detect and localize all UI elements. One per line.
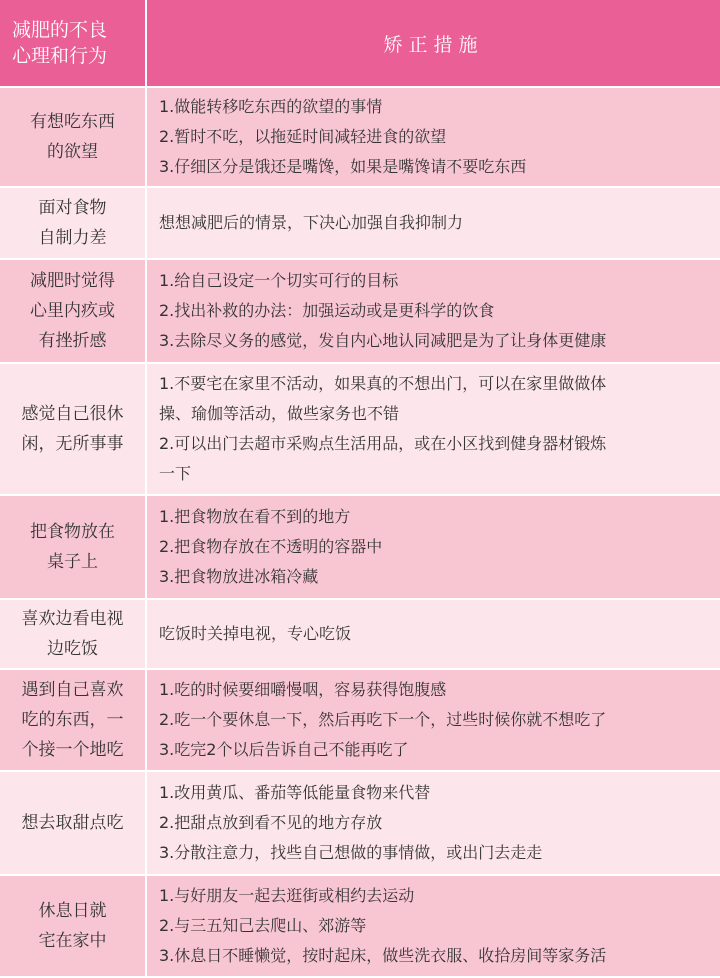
measures-cell	[147, 364, 720, 494]
table-row	[0, 86, 720, 186]
problem-text: 自制力差	[38, 228, 107, 248]
table-row	[0, 362, 720, 494]
measures-cell	[147, 88, 720, 186]
table-row	[0, 494, 720, 598]
header-measures: 矫正措施	[147, 0, 720, 86]
problem-text: 有想吃东西	[30, 112, 115, 132]
table-row	[0, 258, 720, 362]
problem-text: 闲，无所事事	[21, 434, 124, 454]
measure-text: 2.可以出门去超市采购点生活用品，或在小区找到健身器材锻炼	[159, 434, 607, 453]
header-problem	[0, 0, 147, 86]
problem-text: 宅在家中	[38, 931, 107, 951]
measure-text: 2.把甜点放到看不见的地方存放	[159, 813, 383, 832]
table-body	[0, 86, 720, 976]
measures-cell	[147, 496, 720, 598]
problem-text: 遇到自己喜欢	[21, 680, 124, 700]
problem-text: 有挫折感	[38, 331, 107, 351]
problem-cell	[0, 772, 147, 874]
problem-text: 的欲望	[47, 142, 98, 162]
measure-text: 1.把食物放在看不到的地方	[159, 507, 351, 526]
measures-cell	[147, 600, 720, 668]
header-problem-line2: 心理和行为	[12, 45, 108, 67]
measure-text: 3.仔细区分是饿还是嘴馋，如果是嘴馋请不要吃东西	[159, 157, 527, 176]
table-row	[0, 668, 720, 770]
measure-text: 3.分散注意力，找些自己想做的事情做，或出门去走走	[159, 843, 543, 862]
problem-text: 感觉自己很休	[21, 404, 124, 424]
measure-text: 3.去除尽义务的感觉，发自内心地认同减肥是为了让身体更健康	[159, 331, 607, 350]
measure-text: 2.与三五知己去爬山、郊游等	[159, 916, 367, 935]
measure-text: 2.吃一个要休息一下，然后再吃下一个，过些时候你就不想吃了	[159, 710, 607, 729]
measures-cell	[147, 876, 720, 976]
problem-text: 把食物放在	[30, 522, 115, 542]
measure-text: 1.给自己设定一个切实可行的目标	[159, 271, 399, 290]
measure-text: 想想减肥后的情景，下决心加强自我抑制力	[159, 213, 464, 232]
measures-cell	[147, 188, 720, 258]
measure-text: 一下	[159, 464, 192, 483]
problem-cell	[0, 188, 147, 258]
problem-text: 个接一个地吃	[21, 740, 124, 760]
measures-cell	[147, 260, 720, 362]
measures-cell	[147, 772, 720, 874]
problem-text: 桌子上	[47, 552, 98, 572]
problem-text: 休息日就	[38, 901, 107, 921]
table-row	[0, 186, 720, 258]
problem-cell	[0, 364, 147, 494]
measure-text: 1.做能转移吃东西的欲望的事情	[159, 97, 383, 116]
table-row	[0, 770, 720, 874]
problem-text: 减肥时觉得	[30, 271, 115, 291]
measure-text: 1.改用黄瓜、番茄等低能量食物来代替	[159, 783, 431, 802]
measure-text: 2.找出补救的办法：加强运动或是更科学的饮食	[159, 301, 495, 320]
problem-text: 吃的东西，一	[21, 710, 124, 730]
problem-cell	[0, 876, 147, 976]
problem-text: 喜欢边看电视	[21, 609, 124, 629]
measure-text: 2.暂时不吃，以拖延时间减轻进食的欲望	[159, 127, 447, 146]
measures-cell	[147, 670, 720, 770]
measure-text: 2.把食物存放在不透明的容器中	[159, 537, 383, 556]
table-row	[0, 874, 720, 976]
measure-text: 1.与好朋友一起去逛街或相约去运动	[159, 886, 415, 905]
problem-text: 想去取甜点吃	[21, 813, 124, 833]
measure-text: 1.不要宅在家里不活动，如果真的不想出门，可以在家里做做体	[159, 374, 607, 393]
measure-text: 1.吃的时候要细嚼慢咽，容易获得饱腹感	[159, 680, 447, 699]
problem-cell	[0, 260, 147, 362]
measure-text: 吃饭时关掉电视，专心吃饭	[159, 624, 352, 643]
measure-text: 3.把食物放进冰箱冷藏	[159, 567, 319, 586]
problem-cell	[0, 88, 147, 186]
table-header	[0, 0, 720, 86]
problem-text: 心里内疚或	[30, 301, 115, 321]
measure-text: 3.休息日不睡懒觉，按时起床，做些洗衣服、收拾房间等家务活	[159, 946, 607, 965]
measure-text: 3.吃完2个以后告诉自己不能再吃了	[159, 740, 409, 759]
problem-cell	[0, 600, 147, 668]
problem-text: 面对食物	[38, 198, 107, 218]
measure-text: 操、瑜伽等活动，做些家务也不错	[159, 404, 400, 423]
problem-cell	[0, 670, 147, 770]
header-problem-line1: 减肥的不良	[12, 19, 108, 41]
problem-text: 边吃饭	[47, 639, 98, 659]
problem-cell	[0, 496, 147, 598]
table-row	[0, 598, 720, 668]
